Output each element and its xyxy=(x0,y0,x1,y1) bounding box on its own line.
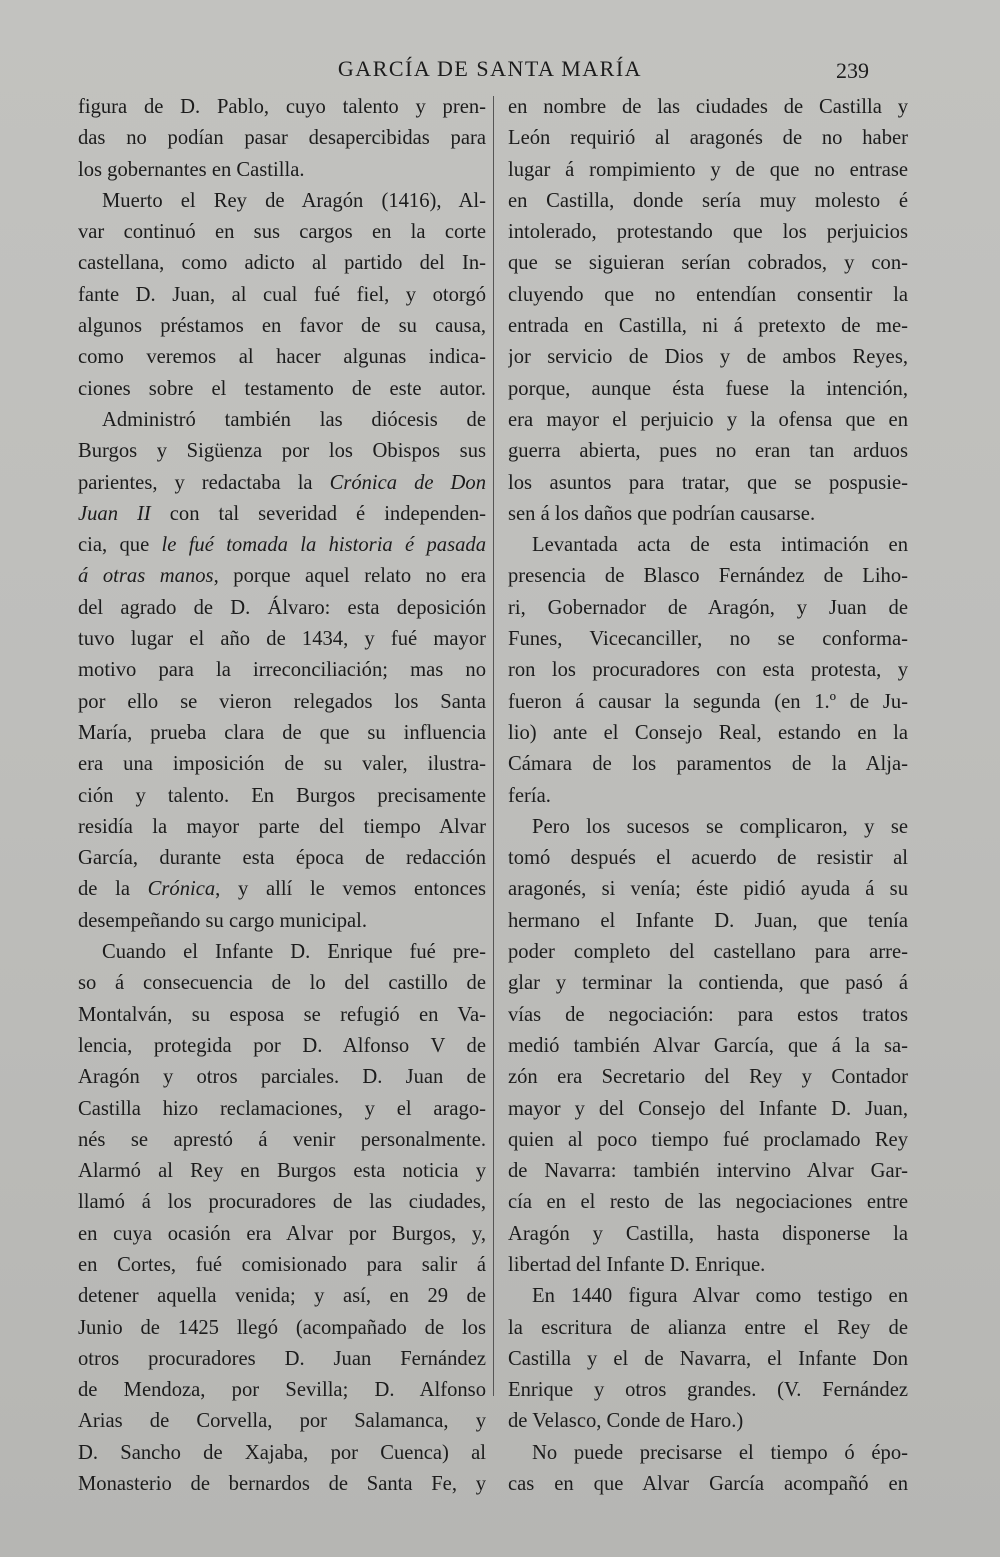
text-line xyxy=(78,561,486,592)
text-line: figura de D. Pablo, cuyo talento y pren- xyxy=(78,96,486,118)
text-line: tuvo lugar el año de 1434, y fué mayor xyxy=(78,628,486,651)
text-line: ciones sobre el testamento de este autor. xyxy=(78,377,486,400)
text-line: Enrique y otros grandes. (V. Fernández xyxy=(508,1379,908,1402)
text-line xyxy=(78,530,486,561)
text-line: Muerto el Rey de Aragón (1416), Al- xyxy=(102,189,486,212)
column-divider xyxy=(493,96,494,1396)
text-line: de Velasco, Conde de Haro.) xyxy=(508,1410,744,1433)
text-line: porque, aunque ésta fuese la intención, xyxy=(508,377,908,400)
text-line: fante D. Juan, al cual fué fiel, y otorgó xyxy=(78,283,486,306)
text-line: por ello se vieron relegados los Santa xyxy=(78,690,486,713)
text-line: mayor y del Consejo del Infante D. Juan, xyxy=(508,1097,908,1120)
text-line: fería. xyxy=(508,784,551,807)
text-line: como veremos al hacer algunas indica- xyxy=(78,346,486,369)
text-line: cas en que Alvar García acompañó en xyxy=(508,1473,908,1496)
text-line: Funes, Vicecanciller, no se conforma- xyxy=(508,628,908,651)
text-line: presencia de Blasco Fernández de Liho- xyxy=(508,565,908,588)
text-line: Monasterio de bernardos de Santa Fe, y xyxy=(78,1473,486,1496)
text-line: libertad del Infante D. Enrique. xyxy=(508,1253,766,1276)
text-line: lio) ante el Consejo Real, estando en la xyxy=(508,721,908,744)
text-line: en nombre de las ciudades de Castilla y xyxy=(508,96,908,118)
italic-text: Juan II xyxy=(78,502,151,525)
text-line: zón era Secretario del Rey y Contador xyxy=(508,1066,908,1089)
text-line: Pero los sucesos se complicaron, y se xyxy=(532,815,908,838)
text-line: Montalván, su esposa se refugió en Va- xyxy=(78,1003,486,1026)
text-span: cia, que xyxy=(78,534,162,557)
text-line: jor servicio de Dios y de ambos Reyes, xyxy=(508,346,908,369)
text-line: En 1440 figura Alvar como testigo en xyxy=(532,1285,908,1308)
page-number: 239 xyxy=(836,58,869,83)
text-line: residía la mayor parte del tiempo Alvar xyxy=(78,815,486,838)
text-line: Arias de Corvella, por Salamanca, y xyxy=(78,1410,486,1433)
text-line: quien al poco tiempo fué proclamado Rey xyxy=(508,1128,908,1151)
text-line: desempeñando su cargo municipal. xyxy=(78,909,367,932)
text-line: cluyendo que no entendían consentir la xyxy=(508,283,908,306)
text-span: de la xyxy=(78,878,148,901)
text-line: ron los procuradores con esta protesta, y xyxy=(508,659,908,682)
text-line: Levantada acta de esta intimación en xyxy=(532,534,908,557)
text-line: Burgos y Sigüenza por los Obispos sus xyxy=(78,440,486,463)
text-line: en Cortes, fué comisionado para salir á xyxy=(78,1253,486,1276)
text-line: Cuando el Infante D. Enrique fué pre- xyxy=(102,941,486,964)
text-line: en cuya ocasión era Alvar por Burgos, y, xyxy=(78,1222,486,1245)
text-line: León requirió al aragonés de no haber xyxy=(508,127,908,150)
text-line: ción y talento. En Burgos precisamente xyxy=(78,784,486,807)
text-line: Aragón y otros parciales. D. Juan de xyxy=(78,1066,486,1089)
running-header xyxy=(0,56,1000,86)
text-line: hermano el Infante D. Juan, que tenía xyxy=(508,909,908,932)
text-line: so á consecuencia de lo del castillo de xyxy=(78,972,486,995)
text-line: García, durante esta época de redacción xyxy=(78,847,486,870)
text-line: motivo para la irreconciliación; mas no xyxy=(78,659,486,682)
text-line: das no podían pasar desapercibidas para xyxy=(78,127,486,150)
text-line: algunos préstamos en favor de su causa, xyxy=(78,315,486,338)
text-line: que se siguieran serían cobrados, y con- xyxy=(508,252,908,275)
text-span: parientes, y redactaba la xyxy=(78,471,330,494)
text-line: Junio de 1425 llegó (acompañado de los xyxy=(78,1316,486,1339)
text-line xyxy=(78,874,486,905)
text-line: No puede precisarse el tiempo ó épo- xyxy=(532,1441,908,1464)
italic-text: Crónica de Don xyxy=(329,471,486,494)
text-line: lencia, protegida por D. Alfonso V de xyxy=(78,1034,486,1057)
text-span: , y allí le vemos entonces xyxy=(215,878,486,901)
text-line xyxy=(78,468,486,499)
text-span: con tal severidad é independen- xyxy=(150,502,486,525)
text-line: la escritura de alianza entre el Rey de xyxy=(508,1316,908,1339)
right-text-column xyxy=(508,92,908,1500)
text-line: llamó á los procuradores de las ciudades, xyxy=(78,1191,486,1214)
text-line: poder completo del castellano para arre- xyxy=(508,941,908,964)
text-line: Cámara de los paramentos de la Alja- xyxy=(508,753,908,776)
text-line: tomó después el acuerdo de resistir al xyxy=(508,847,908,870)
text-line: los gobernantes en Castilla. xyxy=(78,158,305,181)
text-line: intolerado, protestando que los perjuicios xyxy=(508,221,908,244)
text-line: de Mendoza, por Sevilla; D. Alfonso xyxy=(78,1379,486,1402)
text-line: sen á los daños que podrían causarse. xyxy=(508,502,816,525)
text-line: vías de negociación: para estos tratos xyxy=(508,1003,908,1026)
text-span: , porque aquel relato no era xyxy=(213,565,486,588)
text-line: ri, Gobernador de Aragón, y Juan de xyxy=(508,596,908,619)
italic-text: á otras manos xyxy=(78,565,214,588)
italic-text: le fué tomada la historia é pasada xyxy=(161,534,486,557)
text-line: nés se aprestó á venir personalmente. xyxy=(78,1128,486,1151)
text-line: era una imposición de su valer, ilustra- xyxy=(78,753,486,776)
text-line: var continuó en sus cargos en la corte xyxy=(78,221,486,244)
text-line: medió también Alvar García, que á la sa- xyxy=(508,1034,908,1057)
text-line: en Castilla, donde sería muy molesto é xyxy=(508,189,908,212)
text-line: Castilla y el de Navarra, el Infante Don xyxy=(508,1347,908,1370)
text-line: detener aquella venida; y así, en 29 de xyxy=(78,1285,486,1308)
text-line: Alarmó al Rey en Burgos esta noticia y xyxy=(78,1160,486,1183)
text-line: de Navarra: también intervino Alvar Gar- xyxy=(508,1160,908,1183)
text-line xyxy=(78,499,486,530)
text-line: era mayor el perjuicio y la ofensa que en xyxy=(508,408,908,431)
text-line: María, prueba clara de que su influencia xyxy=(78,721,486,744)
text-line: Castilla hizo reclamaciones, y el arago- xyxy=(78,1097,486,1120)
text-line: guerra abierta, pues no eran tan arduos xyxy=(508,440,908,463)
left-text-column xyxy=(78,92,486,1500)
text-line: Administró también las diócesis de xyxy=(102,408,486,431)
text-line: los asuntos para tratar, que se pospusie- xyxy=(508,471,908,494)
italic-text: Crónica xyxy=(147,878,216,901)
text-line: Aragón y Castilla, hasta disponerse la xyxy=(508,1222,908,1245)
text-line: entrada en Castilla, ni á pretexto de me- xyxy=(508,315,908,338)
text-line: otros procuradores D. Juan Fernández xyxy=(78,1347,486,1370)
text-line: fueron á causar la segunda (en 1.º de Ju- xyxy=(508,690,908,713)
text-line: cía en el resto de las negociaciones entre xyxy=(508,1191,908,1214)
text-line: D. Sancho de Xajaba, por Cuenca) al xyxy=(78,1441,486,1464)
running-title: GARCÍA DE SANTA MARÍA xyxy=(337,56,643,81)
text-line: aragonés, si venía; éste pidió ayuda á su xyxy=(508,878,908,901)
text-line: del agrado de D. Álvaro: esta deposición xyxy=(78,596,486,619)
text-line: castellana, como adicto al partido del In- xyxy=(78,252,486,275)
text-line: glar y terminar la contienda, que pasó á xyxy=(508,972,908,995)
text-line: lugar á rompimiento y de que no entrase xyxy=(508,158,908,181)
